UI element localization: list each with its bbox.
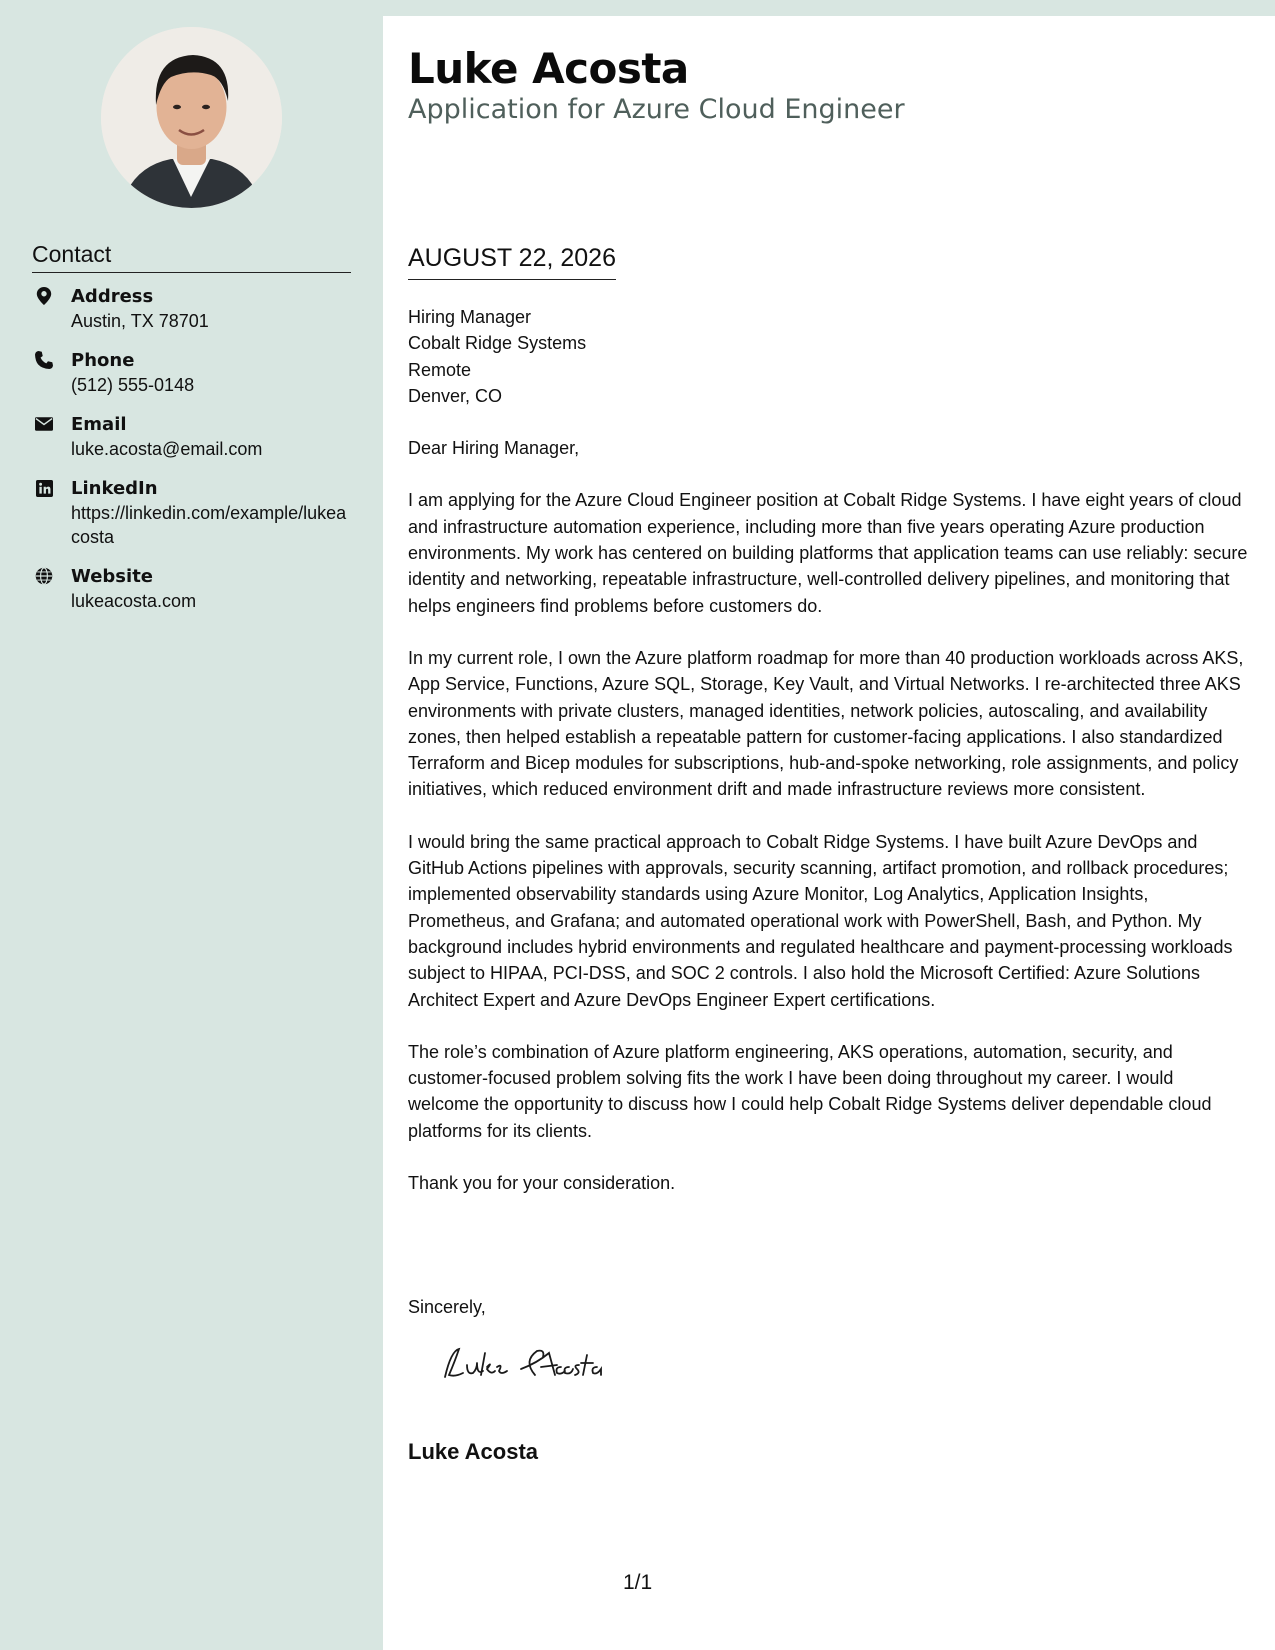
recipient-line: Cobalt Ridge Systems xyxy=(408,333,587,354)
contact-label: Email xyxy=(71,414,127,435)
applicant-name: Luke Acosta xyxy=(408,44,689,93)
contact-label: LinkedIn xyxy=(71,478,158,499)
contact-item-website xyxy=(32,565,352,613)
contact-item-email xyxy=(32,413,352,461)
contact-item-address xyxy=(32,285,352,333)
application-title: Application for Azure Cloud Engineer xyxy=(408,94,905,125)
contact-label: Address xyxy=(71,286,154,307)
sidebar xyxy=(0,0,383,1650)
letter-main xyxy=(383,16,1275,1650)
contact-item-linkedin xyxy=(32,477,352,549)
envelope-icon xyxy=(35,415,53,433)
contact-heading: Contact xyxy=(32,241,351,273)
location-pin-icon xyxy=(35,287,53,305)
linkedin-icon xyxy=(35,479,53,497)
contact-value: (512) 555-0148 xyxy=(71,375,195,395)
thank-you-line: Thank you for your consideration. xyxy=(408,1173,676,1194)
closing: Sincerely, xyxy=(408,1297,486,1317)
globe-icon xyxy=(35,567,53,585)
body-paragraph: I would bring the same practical approach to Cobalt Ridge Systems. I have built Azure DevOps and GitHub Actions pipelines with approvals, security scanning, artifact promotion, and rollback procedures; implemented observability standards using Azure Monitor, Log Analytics, Application Insights, Prometheus, and Grafana; and automated operational work with PowerShell, Bash, and Python. My background includes hybrid environments and regulated healthcare and payment-processing workloads subject to HIPAA, PCI-DSS, and SOC 2 controls. I also hold the Microsoft Certified: Azure Solutions Architect Expert and Azure DevOps Engineer Expert certifications. xyxy=(408,831,1233,1010)
contact-value: lukeacosta.com xyxy=(71,591,197,611)
phone-icon xyxy=(35,351,53,369)
contact-value: https://linkedin.com/example/lukeacosta xyxy=(71,503,347,547)
contact-list xyxy=(32,285,352,629)
contact-value: luke.acosta@email.com xyxy=(71,439,263,459)
body-paragraph: The role’s combination of Azure platform engineering, AKS operations, automation, security, and customer-focused problem solving fits the work I have been doing throughout my career. I would welcome the opportunity to discuss how I could help Cobalt Ridge Systems deliver dependable cloud platforms for its clients. xyxy=(408,1041,1212,1141)
contact-label: Phone xyxy=(71,350,135,371)
salutation: Dear Hiring Manager, xyxy=(408,438,580,459)
recipient-line: Hiring Manager xyxy=(408,307,532,327)
contact-value: Austin, TX 78701 xyxy=(71,311,209,331)
letter-body xyxy=(408,304,1248,1196)
recipient-line: Remote xyxy=(408,359,472,380)
page-number: 1/1 xyxy=(623,1571,653,1594)
recipient-line: Denver, CO xyxy=(408,385,503,406)
profile-photo xyxy=(101,27,282,208)
handwritten-signature xyxy=(437,1341,637,1391)
body-paragraph: In my current role, I own the Azure platform roadmap for more than 40 production workloads across AKS, App Service, Functions, Azure SQL, Storage, Key Vault, and Virtual Networks. I re-architected three AKS environments with private clusters, managed identities, network policies, autoscaling, and availability zones, then helped establish a repeatable pattern for customer-facing applications. I also standardized Terraform and Bicep modules for subscriptions, hub-and-spoke networking, role assignments, and policy initiatives, which reduced environment drift and made infrastructure reviews more consistent. xyxy=(408,647,1244,800)
signed-name: Luke Acosta xyxy=(408,1439,539,1464)
letter-date: AUGUST 22, 2026 xyxy=(408,244,616,280)
recipient-block xyxy=(408,304,1248,409)
contact-item-phone xyxy=(32,349,352,397)
body-paragraph: I am applying for the Azure Cloud Engineer position at Cobalt Ridge Systems. I have eight years of cloud and infrastructure automation experience, including more than five years operating Azure production environments. My work has centered on building platforms that application teams can use reliably: secure identity and networking, repeatable infrastructure, well-controlled delivery pipelines, and monitoring that helps engineers find problems before customers do. xyxy=(408,490,1248,616)
contact-label: Website xyxy=(71,566,154,587)
